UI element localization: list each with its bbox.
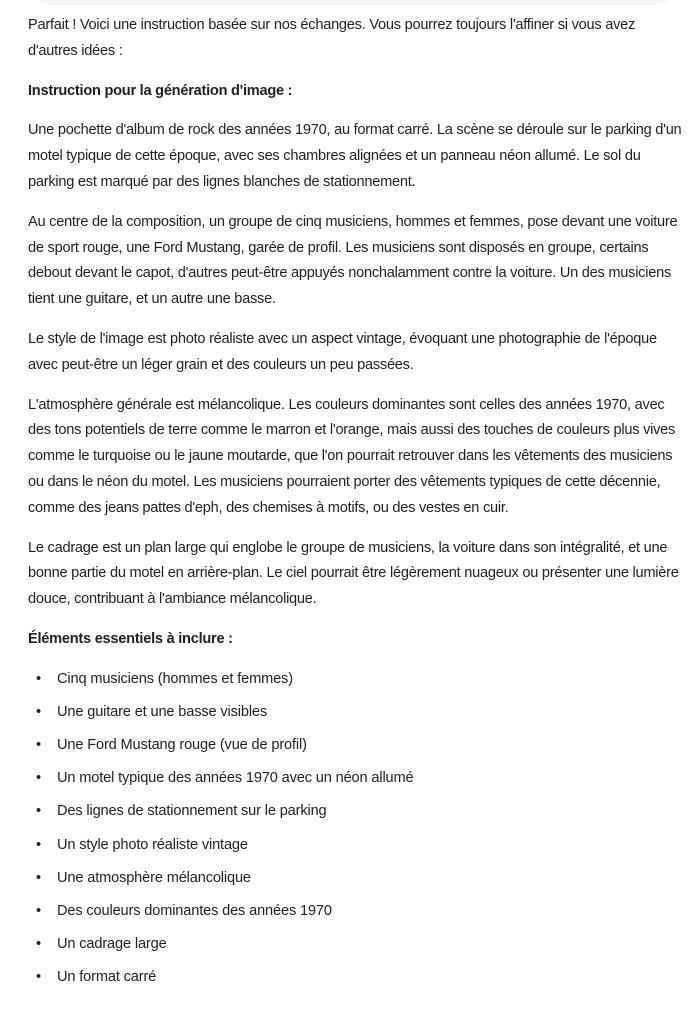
bullet-icon: • [36,737,41,754]
list-item [28,866,688,892]
list-item [28,899,688,925]
bullet-icon: • [36,770,41,787]
paragraph: Une pochette d'album de rock des années 1970, au format carré. La scène se déroule sur le parking d'un motel typique de cette époque, avec ses chambres alignées et un panneau néon allumé. Le sol du parking est marqué par des lignes blanches de stationnement. [28,122,682,190]
paragraph: Le style de l'image est photo réaliste avec un aspect vintage, évoquant une photographie de l'époque avec peut-être un léger grain et des couleurs un peu passées. [28,330,657,373]
bullet-icon: • [36,969,41,986]
list-item-text: Un motel typique des années 1970 avec un néon allumé [57,770,414,787]
list-item [28,700,688,726]
list-item-text: Un style photo réaliste vintage [57,836,248,853]
list-item [28,932,688,958]
section-heading-instruction: Instruction pour la génération d'image : [28,82,293,99]
paragraph: L'atmosphère générale est mélancolique. Les couleurs dominantes sont celles des années 1970, avec des tons potentiels de terre comme le marron et l'orange, mais aussi des touches de couleurs plus vives comme le turquoise ou le jaune moutarde, que l'on pourrait retrouver dans les vêtements des musiciens ou dans le néon du motel. Les musiciens pourraient porter des vêtements typiques de cette décennie, comme des jeans pattes d'eph, des chemises à motifs, ou des vestes en cuir. [28,396,676,516]
bullet-icon: • [36,869,41,886]
bullet-icon: • [36,703,41,720]
list-item [28,766,688,792]
bullet-icon: • [36,803,41,820]
essentials-list [28,667,688,991]
list-item-text: Une guitare et une basse visibles [57,703,268,720]
paragraph: Le cadrage est un plan large qui englobe le groupe de musiciens, la voiture dans son intégralité, et une bonne partie du motel en arrière-plan. Le ciel pourrait être légèrement nuageux ou présenter une lumière douce, contribuant à l'ambiance mélancolique. [28,539,679,608]
intro-text: Parfait ! Voici une instruction basée sur nos échanges. Vous pourrez toujours l'affiner si vous avez d'autres idées : [28,17,636,59]
list-item-text: Des lignes de stationnement sur le parking [57,803,327,820]
paragraph: Au centre de la composition, un groupe de cinq musiciens, hommes et femmes, pose devant une voiture de sport rouge, une Ford Mustang, garée de profil. Les musiciens sont disposés en groupe, certains debout devant le capot, d'autres peut-être appuyés nonchalamment contre la voiture. Un des musiciens tient une guitare, et un autre une basse. [28,213,678,308]
list-item [28,667,688,693]
bullet-icon: • [36,836,41,853]
list-item [28,965,688,991]
list-item-text: Un cadrage large [57,936,167,953]
assistant-response [28,13,688,999]
previous-message-bubble [34,0,674,5]
bullet-icon: • [36,936,41,953]
list-item-text: Une atmosphère mélancolique [57,869,251,886]
bullet-icon: • [36,903,41,920]
list-item-text: Une Ford Mustang rouge (vue de profil) [57,737,307,754]
section-heading-essentials: Éléments essentiels à inclure : [28,630,233,647]
list-item-text: Des couleurs dominantes des années 1970 [57,903,332,920]
list-item-text: Cinq musiciens (hommes et femmes) [57,670,293,687]
list-item [28,733,688,759]
list-item [28,799,688,825]
list-item [28,833,688,859]
list-item-text: Un format carré [57,969,157,986]
bullet-icon: • [36,670,41,687]
